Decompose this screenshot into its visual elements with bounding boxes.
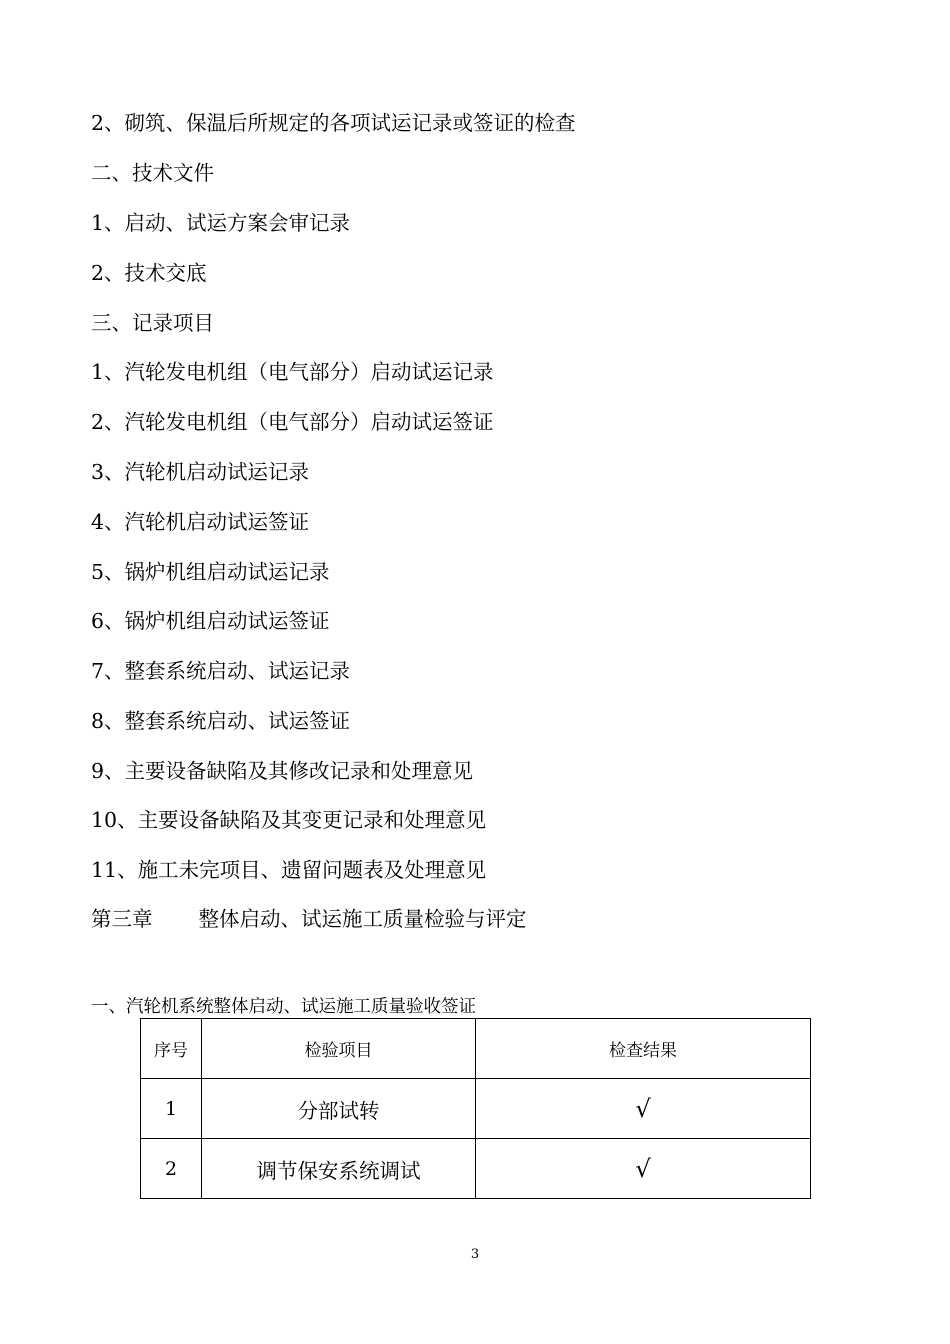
result-cell bbox=[476, 1139, 811, 1199]
section-heading: 三、记录项目 bbox=[91, 311, 214, 335]
text-line: 1、汽轮发电机组（电气部分）启动试运记录 bbox=[91, 360, 494, 384]
table-header-row bbox=[141, 1019, 811, 1079]
text-line: 9、主要设备缺陷及其修改记录和处理意见 bbox=[91, 759, 474, 783]
text-line: 6、锅炉机组启动试运签证 bbox=[91, 609, 330, 633]
inspection-item-cell: 调节保安系统调试 bbox=[202, 1139, 476, 1199]
header-serial-number: 序号 bbox=[141, 1019, 202, 1079]
serial-number-cell: 2 bbox=[141, 1139, 202, 1199]
header-inspection-item: 检验项目 bbox=[202, 1019, 476, 1079]
text-line: 2、砌筑、保温后所规定的各项试运记录或签证的检查 bbox=[91, 111, 576, 135]
text-line: 1、启动、试运方案会审记录 bbox=[91, 211, 351, 235]
page-number: 3 bbox=[470, 1247, 480, 1262]
inspection-table bbox=[140, 1018, 811, 1199]
section-heading: 二、技术文件 bbox=[91, 161, 214, 185]
result-cell bbox=[476, 1079, 811, 1139]
text-line: 11、施工未完项目、遗留问题表及处理意见 bbox=[91, 858, 487, 882]
chapter-number: 第三章 bbox=[91, 907, 153, 931]
table-row bbox=[141, 1139, 811, 1199]
text-line: 4、汽轮机启动试运签证 bbox=[91, 510, 310, 534]
checkmark-icon: √ bbox=[635, 1154, 651, 1183]
text-line: 10、主要设备缺陷及其变更记录和处理意见 bbox=[91, 808, 487, 832]
chapter-title: 整体启动、试运施工质量检验与评定 bbox=[198, 907, 527, 931]
text-line: 2、汽轮发电机组（电气部分）启动试运签证 bbox=[91, 410, 494, 434]
text-line: 5、锅炉机组启动试运记录 bbox=[91, 560, 330, 584]
chapter-heading bbox=[91, 905, 527, 933]
table-row bbox=[141, 1079, 811, 1139]
text-line: 7、整套系统启动、试运记录 bbox=[91, 659, 351, 683]
inspection-item-cell: 分部试转 bbox=[202, 1079, 476, 1139]
table-caption: 一、汽轮机系统整体启动、试运施工质量验收签证 bbox=[91, 997, 476, 1017]
header-inspection-result: 检查结果 bbox=[476, 1019, 811, 1079]
text-line: 2、技术交底 bbox=[91, 261, 207, 285]
text-line: 3、汽轮机启动试运记录 bbox=[91, 460, 310, 484]
serial-number-cell: 1 bbox=[141, 1079, 202, 1139]
checkmark-icon: √ bbox=[635, 1094, 651, 1123]
text-line: 8、整套系统启动、试运签证 bbox=[91, 709, 351, 733]
